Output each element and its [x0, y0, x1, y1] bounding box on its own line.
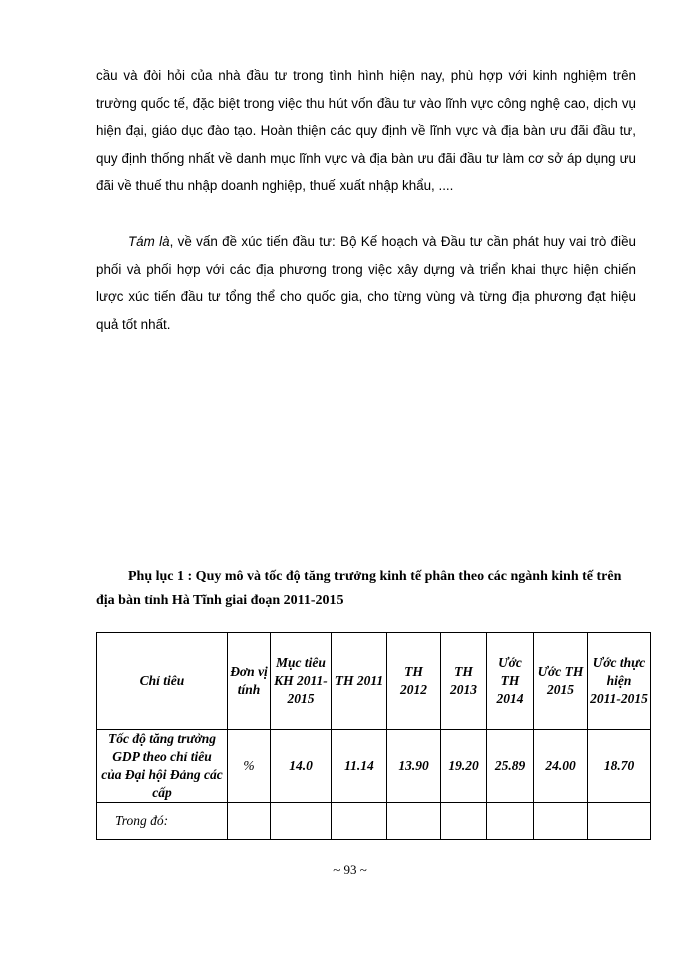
cell-value: 25.89: [487, 730, 534, 803]
table-header-row: [97, 633, 651, 730]
col-header-target: Mục tiêu KH 2011-2015: [271, 633, 332, 730]
row-label: Tốc độ tăng trưởng GDP theo chỉ tiêu của Đại hội Đảng các cấp: [97, 730, 228, 803]
body-paragraph: [96, 228, 636, 338]
paragraph-text: , về vấn đề xúc tiến đầu tư: Bộ Kế hoạch và Đầu tư cần phát huy vai trò điều phối và phối hợp với các địa phương trong việc xây dựng và triển khai thực hiện chiến lược xúc tiến đầu tư tổng thể cho quốc gia, cho từng vùng và từng địa phương đạt hiệu quả tốt nhất.: [96, 234, 636, 332]
cell-empty: [271, 803, 332, 840]
cell-empty: [588, 803, 651, 840]
cell-value: 11.14: [332, 730, 387, 803]
cell-value: 18.70: [588, 730, 651, 803]
col-header-est2014: Ước TH 2014: [487, 633, 534, 730]
table-row: [97, 803, 651, 840]
cell-value: 14.0: [271, 730, 332, 803]
appendix-title: Phụ lục 1 : Quy mô và tốc độ tăng trưởng kinh tế phân theo các ngành kinh tế trên địa bàn tỉnh Hà Tĩnh giai đoạn 2011-2015: [96, 569, 622, 608]
cell-empty: [387, 803, 441, 840]
cell-value: 24.00: [534, 730, 588, 803]
appendix-table: [96, 632, 651, 840]
col-header-est2015: Ước TH 2015: [534, 633, 588, 730]
paragraph-lead: Tám là: [128, 234, 170, 249]
body-paragraph: cầu và đòi hỏi của nhà đầu tư trong tình hình hiện nay, phù hợp với kinh nghiệm trên trường quốc tế, đặc biệt trong việc thu hút vốn đầu tư vào lĩnh vực công nghệ cao, dịch vụ hiện đại, giáo dục đào tạo. Hoàn thiện các quy định về lĩnh vực và địa bàn ưu đãi đầu tư, quy định thống nhất về danh mục lĩnh vực và địa bàn ưu đãi đầu tư làm cơ sở áp dụng ưu đãi về thuế thu nhập doanh nghiệp, thuế xuất nhập khẩu, ....: [96, 68, 636, 193]
cell-empty: [228, 803, 271, 840]
col-header-th2012: TH 2012: [387, 633, 441, 730]
cell-empty: [332, 803, 387, 840]
col-header-est2011-2015: Ước thực hiện 2011-2015: [588, 633, 651, 730]
row-label: Trong đó:: [97, 803, 228, 840]
cell-value: 13.90: [387, 730, 441, 803]
col-header-indicator: Chỉ tiêu: [97, 633, 228, 730]
cell-value: 19.20: [441, 730, 487, 803]
col-header-th2011: TH 2011: [332, 633, 387, 730]
page-number: ~ 93 ~: [333, 862, 367, 877]
cell-empty: [534, 803, 588, 840]
col-header-th2013: TH 2013: [441, 633, 487, 730]
table-row: [97, 730, 651, 803]
row-unit: %: [228, 730, 271, 803]
cell-empty: [487, 803, 534, 840]
col-header-unit: Đơn vị tính: [228, 633, 271, 730]
cell-empty: [441, 803, 487, 840]
